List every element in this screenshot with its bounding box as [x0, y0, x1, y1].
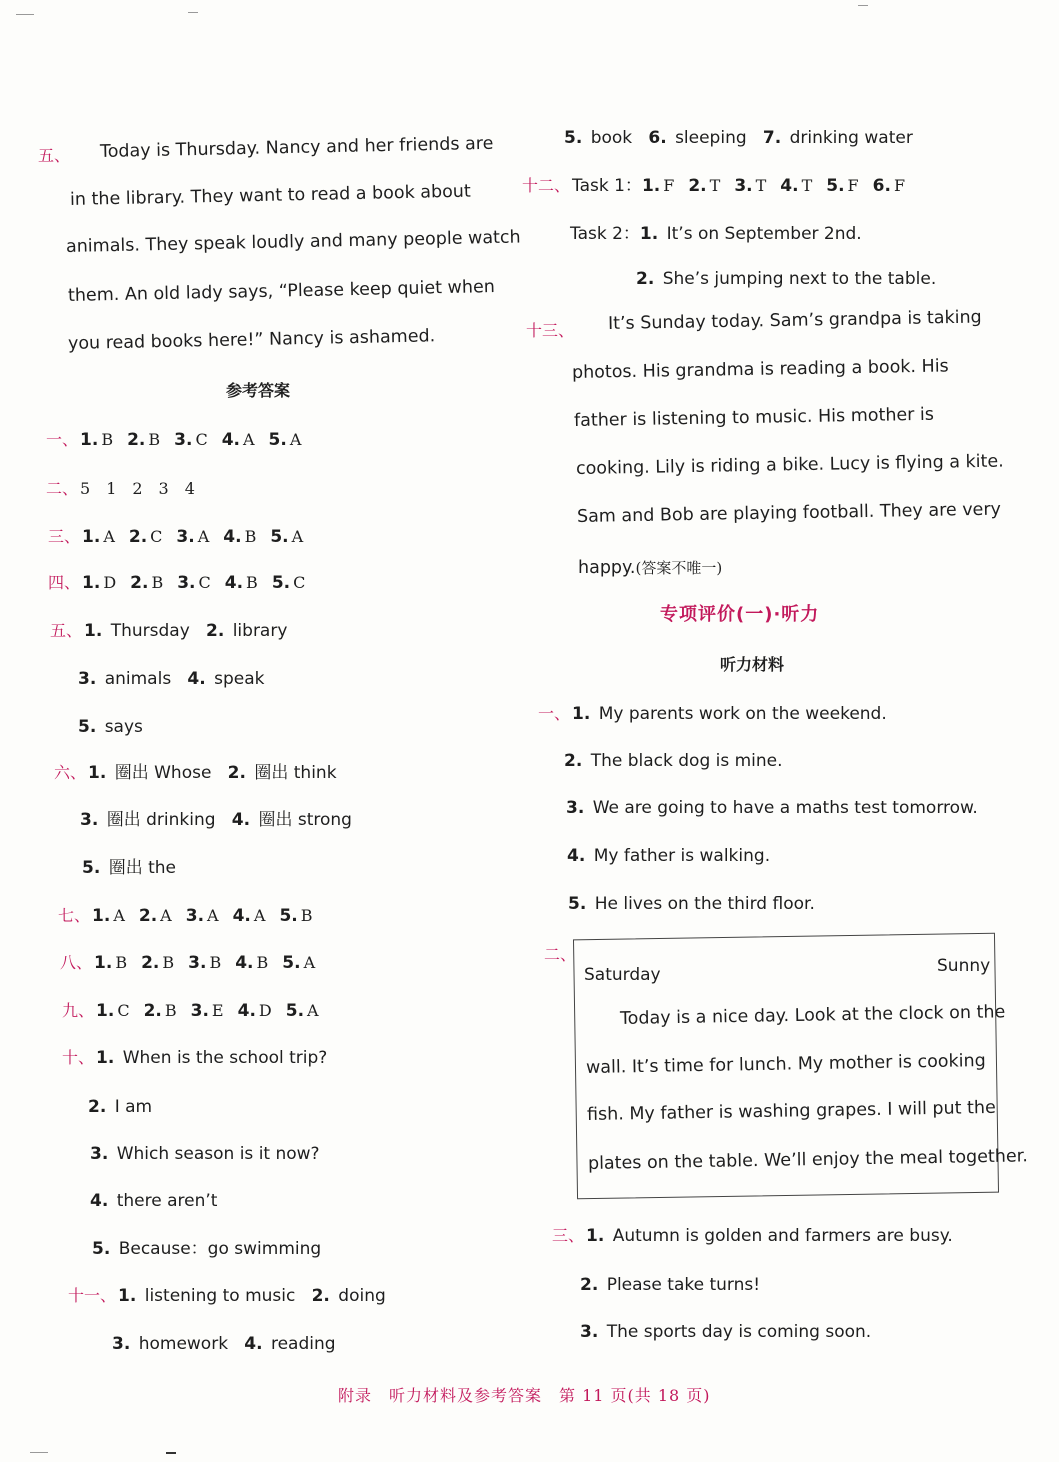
text-span: 4. — [244, 1334, 263, 1354]
text-span: My father is walking. — [593, 846, 771, 866]
text-span: C — [117, 1001, 130, 1020]
text-span: He lives on the third floor. — [594, 894, 815, 914]
listening-row — [564, 750, 783, 772]
passage-line: cooking. Lily is riding a bike. Lucy is flying a kite. — [575, 451, 1004, 479]
scan-mark — [16, 14, 34, 15]
answer-row — [62, 1047, 327, 1069]
text-span: A — [242, 430, 255, 449]
answer-row — [62, 1000, 333, 1022]
text-span: 4. — [237, 1001, 256, 1021]
text-span: 六、 — [54, 763, 87, 782]
answer-row — [78, 716, 143, 738]
section-marker: 二、 — [544, 945, 577, 964]
text-span: 1. — [82, 573, 101, 593]
text-span: 5. — [270, 527, 289, 547]
text-span: 2. — [227, 763, 246, 783]
text-span: 1. — [118, 1286, 137, 1306]
text-span: speak — [214, 669, 265, 689]
text-span: 2. — [138, 906, 158, 926]
text-span: C — [293, 573, 306, 592]
text-span: A — [207, 906, 219, 925]
text-span: A — [197, 527, 210, 546]
text-span: 1. — [639, 224, 659, 244]
text-span: 1. — [586, 1226, 605, 1246]
text-span: 十二、 — [522, 176, 571, 195]
text-span: 5. — [271, 573, 291, 593]
text-span: A — [289, 430, 302, 449]
answer-heading: 参考答案 — [226, 381, 291, 400]
text-span: 3. — [78, 669, 97, 689]
passage-line: photos. His grandma is reading a book. His — [571, 356, 949, 383]
text-span: 1. — [80, 430, 99, 450]
text-span: 2. — [688, 176, 707, 196]
text-span: D — [258, 1001, 272, 1020]
text-span: 圈出 Whose — [114, 763, 212, 783]
text-span: 四、 — [48, 573, 81, 592]
scan-mark — [30, 1452, 48, 1453]
text-span: library — [232, 621, 288, 641]
text-span: 十、 — [62, 1048, 95, 1067]
text-span: 2. — [636, 269, 655, 289]
answer-row — [88, 1096, 152, 1118]
text-span: 5. — [82, 858, 101, 878]
text-span: A — [103, 527, 115, 546]
text-span: The sports day is coming soon. — [606, 1322, 872, 1342]
answer-row — [48, 526, 317, 548]
diary-weather: Sunny — [937, 956, 991, 976]
text-span: 三、 — [48, 527, 81, 546]
answer-row — [78, 668, 264, 690]
listening-row — [568, 893, 815, 915]
text-span: 5. — [568, 894, 587, 914]
text-span: Task 1： — [572, 176, 642, 196]
text-span: A — [253, 906, 266, 925]
text-span: 1. — [641, 176, 661, 196]
text-span: B — [300, 906, 313, 925]
text-span: 4. — [223, 527, 242, 547]
passage-line: fish. My father is washing grapes. I will put the — [586, 1097, 996, 1125]
passage-line: in the library. They want to read a book about — [69, 181, 471, 210]
text-span: The black dog is mine. — [590, 751, 783, 771]
passage-line: them. An old lady says, “Please keep quiet when — [67, 277, 496, 306]
text-span: 6. — [872, 176, 891, 196]
text-span: 五、 — [50, 621, 83, 640]
text-span: 3. — [580, 1322, 599, 1342]
passage-line: plates on the table. We’ll enjoy the meal together. — [587, 1146, 1029, 1174]
text-span: I am — [114, 1097, 153, 1117]
text-span: 2. — [580, 1275, 599, 1295]
answer-row — [80, 809, 352, 831]
diary-day: Saturday — [584, 965, 661, 985]
page-footer: 附录 听力材料及参考答案 第 11 页(共 18 页) — [338, 1386, 711, 1405]
text-span: B — [256, 953, 269, 972]
text-span: She’s jumping next to the table. — [662, 269, 937, 289]
text-span: C — [150, 527, 163, 546]
passage-line: father is listening to music. His mother is — [573, 404, 935, 431]
text-span: 5. — [826, 176, 845, 196]
answer-row — [46, 429, 315, 451]
text-span: 二、 — [46, 479, 79, 498]
listening-row — [567, 845, 770, 867]
answer-row — [48, 572, 319, 594]
text-span: 1. — [572, 704, 591, 724]
text-span: F — [847, 176, 859, 195]
text-span: 5. — [285, 1001, 305, 1021]
text-span: T — [801, 176, 813, 195]
text-span: 4. — [187, 669, 206, 689]
text-span: 2. — [130, 573, 149, 593]
text-span: 5. — [268, 430, 287, 450]
text-span: A — [160, 906, 172, 925]
text-span: B — [244, 527, 257, 546]
answer-row — [54, 762, 337, 784]
text-span: 5 1 2 3 4 — [80, 479, 195, 498]
text-span: 4. — [232, 906, 251, 926]
text-span: 3. — [90, 1144, 109, 1164]
passage-line: you read books here!” Nancy is ashamed. — [67, 326, 436, 354]
text-span: 2. — [311, 1286, 330, 1306]
scan-mark — [188, 12, 198, 13]
answer-row — [46, 478, 209, 500]
answer-row — [90, 1143, 320, 1165]
answer-row — [68, 1285, 386, 1307]
text-span: Which season is it now? — [116, 1144, 320, 1164]
text-span: 九、 — [62, 1001, 95, 1020]
text-span: 3. — [80, 810, 99, 830]
text-span: there aren’t — [116, 1191, 218, 1211]
text-span: homework — [138, 1334, 229, 1354]
section-title: 专项评价(一)·听力 — [660, 604, 820, 625]
text-span: says — [104, 717, 143, 737]
text-span: book — [590, 128, 633, 148]
scan-mark — [166, 1452, 176, 1454]
passage-line: Today is a nice day. Look at the clock on the — [619, 1002, 1006, 1029]
text-span: 1. — [94, 953, 113, 973]
text-span: 5. — [282, 953, 301, 973]
text-span: 3. — [174, 430, 193, 450]
text-span: 三、 — [552, 1226, 585, 1245]
answer-row — [58, 905, 327, 927]
text-span: 4. — [224, 573, 244, 593]
listening-row — [580, 1274, 760, 1296]
text-span: listening to music — [144, 1286, 296, 1306]
text-span: sleeping — [675, 128, 747, 148]
text-span: doing — [338, 1286, 386, 1306]
text-span: 5. — [92, 1239, 111, 1259]
text-span: B — [148, 430, 161, 449]
answer-row — [636, 268, 936, 290]
text-span: Please take turns! — [606, 1275, 761, 1295]
text-span: 八、 — [60, 953, 93, 972]
listening-row — [552, 1225, 953, 1247]
text-span: 3. — [185, 906, 205, 926]
scan-mark — [858, 5, 868, 6]
text-span: A — [291, 527, 304, 546]
note: (答案不唯一) — [635, 559, 723, 577]
text-span: B — [164, 1001, 177, 1020]
text-span: We are going to have a maths test tomorrow. — [592, 798, 978, 818]
text-span: B — [115, 953, 128, 972]
section-marker: 五、 — [38, 146, 71, 165]
passage-line: Today is Thursday. Nancy and her friends are — [99, 133, 494, 162]
text-span: 3. — [176, 527, 195, 547]
text-span: 4. — [567, 846, 586, 866]
text-span: 4. — [235, 953, 254, 973]
answer-row — [522, 175, 919, 197]
text-span: 6. — [648, 128, 667, 148]
text-span: 5. — [564, 128, 583, 148]
text-span: C — [195, 430, 208, 449]
text-span: 2. — [88, 1097, 107, 1117]
text-span: A — [113, 906, 125, 925]
text-span: 1. — [88, 763, 107, 783]
text-span: It’s on September 2nd. — [666, 224, 862, 244]
text-span: F — [893, 176, 906, 195]
text-span: Task 2： — [570, 224, 640, 244]
text-span: animals — [104, 669, 172, 689]
text-span: 2. — [564, 751, 583, 771]
listening-row — [580, 1321, 871, 1343]
listening-row — [538, 703, 887, 725]
text-span: 2. — [127, 430, 146, 450]
passage-line: Sam and Bob are playing football. They are very — [576, 499, 1002, 527]
text-span: B — [246, 573, 258, 592]
answer-row — [90, 1190, 217, 1212]
text-span: 圈出 strong — [258, 810, 352, 830]
text-span: 3. — [177, 573, 196, 593]
text-span: 十一、 — [68, 1286, 117, 1305]
text-span: B — [101, 430, 114, 449]
text-span: 5. — [78, 717, 97, 737]
text-span: Autumn is golden and farmers are busy. — [612, 1226, 953, 1246]
answer-row — [60, 952, 329, 974]
passage-line: animals. They speak loudly and many people watch — [65, 227, 521, 257]
answer-row — [92, 1238, 321, 1260]
text-span: 3. — [188, 953, 207, 973]
text-span: A — [303, 953, 316, 972]
text-span: 圈出 the — [108, 858, 177, 878]
answer-row — [82, 857, 176, 879]
text-span: Because：go swimming — [118, 1239, 322, 1259]
text-span: C — [198, 573, 211, 592]
text-span: 4. — [231, 810, 251, 830]
text-span: E — [211, 1001, 224, 1020]
listening-row — [566, 797, 978, 819]
text-span: D — [103, 573, 117, 592]
answer-row — [570, 223, 862, 245]
text-span: 3. — [190, 1001, 209, 1021]
text-span: 3. — [734, 176, 753, 196]
text-span: B — [209, 953, 222, 972]
text-span: When is the school trip? — [122, 1048, 328, 1068]
text-span: 1. — [96, 1048, 115, 1068]
text-span: 一、 — [46, 430, 79, 449]
text-span: 7. — [762, 128, 782, 148]
text-span: T — [755, 176, 767, 195]
text-span: 4. — [780, 176, 799, 196]
text-span: A — [307, 1001, 319, 1020]
answer-row — [112, 1333, 336, 1355]
text-span: 2. — [128, 527, 148, 547]
text-span: 5. — [279, 906, 298, 926]
passage-line — [578, 557, 722, 579]
text-span: B — [162, 953, 175, 972]
text-span: 圈出 drinking — [106, 810, 216, 830]
text-span: 2. — [141, 953, 160, 973]
text-span: 1. — [84, 621, 103, 641]
text-span: 4. — [221, 430, 240, 450]
answer-row — [50, 620, 287, 642]
text-span: Thursday — [110, 621, 190, 641]
answer-row — [564, 127, 913, 149]
text-span: T — [709, 176, 721, 195]
text-span: 3. — [112, 1334, 131, 1354]
text-span: reading — [270, 1334, 336, 1354]
passage-line: wall. It’s time for lunch. My mother is cooking — [585, 1051, 986, 1078]
text-span: F — [663, 176, 675, 195]
listening-heading: 听力材料 — [720, 655, 785, 674]
text-span: 3. — [566, 798, 585, 818]
text-span: B — [151, 573, 164, 592]
text-span: happy. — [578, 558, 636, 578]
text-span: 1. — [82, 527, 101, 547]
text-span: 七、 — [58, 906, 91, 925]
text-span: 2. — [143, 1001, 162, 1021]
text-span: 1. — [96, 1001, 115, 1021]
text-span: 2. — [206, 621, 225, 641]
text-span: My parents work on the weekend. — [598, 704, 887, 724]
text-span: 一、 — [538, 704, 571, 723]
passage-line: It’s Sunday today. Sam’s grandpa is taking — [607, 307, 982, 334]
text-span: 4. — [90, 1191, 109, 1211]
text-span: drinking water — [789, 128, 913, 148]
text-span: 圈出 think — [254, 763, 337, 783]
section-marker: 十三、 — [526, 321, 575, 340]
text-span: 1. — [92, 906, 111, 926]
